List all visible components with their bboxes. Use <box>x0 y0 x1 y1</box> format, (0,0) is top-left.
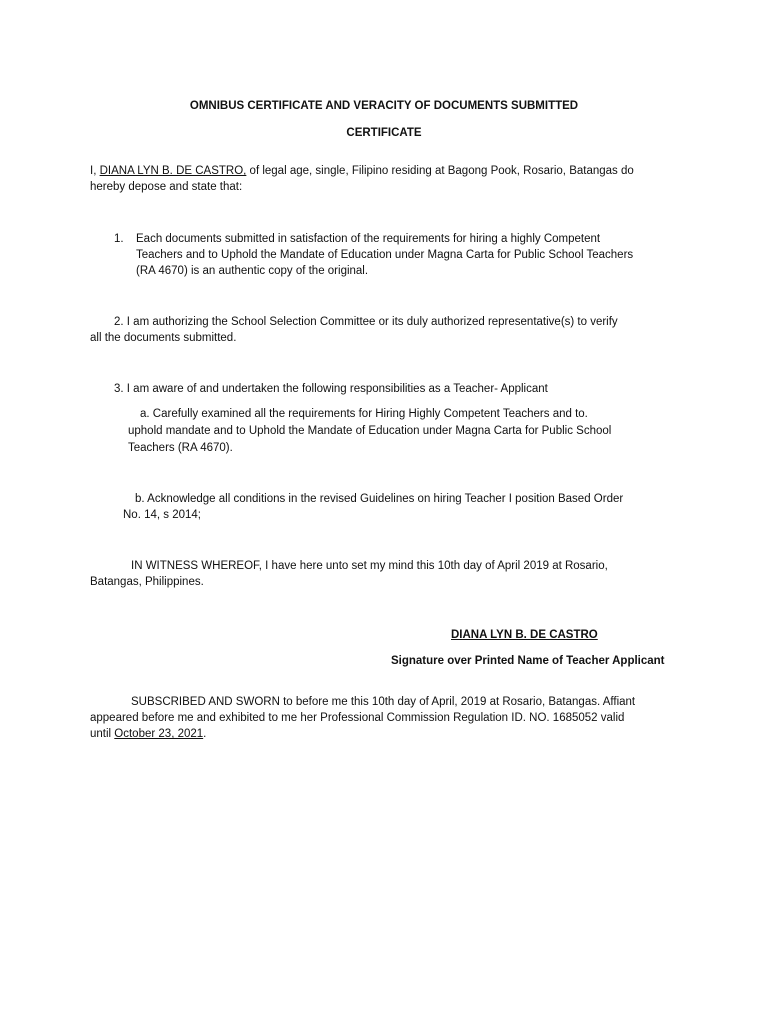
witness-line-2: Batangas, Philippines. <box>90 576 204 588</box>
witness-line-1: IN WITNESS WHEREOF, I have here unto set my mind this 10th day of April 2019 at Rosario, <box>131 560 608 572</box>
sworn-line-3 <box>90 726 206 742</box>
intro-line-2: hereby depose and state that: <box>90 181 243 193</box>
sworn-line-2: appeared before me and exhibited to me her Professional Commission Regulation ID. NO. 1685052 valid <box>90 712 625 724</box>
item3-line-1: 3. I am aware of and undertaken the following responsibilities as a Teacher- Applicant <box>114 383 548 395</box>
document-subheading: CERTIFICATE <box>346 127 422 139</box>
valid-until-date: October 23, 2021 <box>114 728 204 740</box>
item3b-line-1: b. Acknowledge all conditions in the revised Guidelines on hiring Teacher I position Based Order <box>135 493 624 505</box>
intro-prefix: I, <box>90 165 100 177</box>
signature-name-text: DIANA LYN B. DE CASTRO <box>451 629 598 641</box>
item3a-line-3: Teachers (RA 4670). <box>128 442 233 454</box>
item3a-line-2: uphold mandate and to Uphold the Mandate of Education under Magna Carta for Public School <box>128 425 612 437</box>
sworn-line-1: SUBSCRIBED AND SWORN to before me this 10th day of April, 2019 at Rosario, Batangas. Affiant <box>131 696 636 708</box>
item3b-line-2: No. 14, s 2014; <box>123 509 201 521</box>
signature-name <box>451 627 598 643</box>
affiant-name: DIANA LYN B. DE CASTRO, <box>99 165 247 177</box>
item3a-line-1: a. Carefully examined all the requirements for Hiring Highly Competent Teachers and to. <box>140 408 588 420</box>
intro-line1-rest: of legal age, single, Filipino residing at Bagong Pook, Rosario, Batangas do <box>246 165 634 177</box>
item2-line-2: all the documents submitted. <box>90 332 237 344</box>
sworn-until: until <box>90 728 115 740</box>
item1-line-1: Each documents submitted in satisfaction of the requirements for hiring a highly Competent <box>136 233 601 245</box>
document-heading: OMNIBUS CERTIFICATE AND VERACITY OF DOCUMENTS SUBMITTED <box>189 100 579 112</box>
item2-line-1: 2. I am authorizing the School Selection Committee or its duly authorized representative(s) to verify <box>114 316 618 328</box>
sworn-period: . <box>203 728 207 740</box>
item1-line-3: (RA 4670) is an authentic copy of the original. <box>136 265 369 277</box>
signature-caption: Signature over Printed Name of Teacher Applicant <box>391 655 665 667</box>
item1-line-2: Teachers and to Uphold the Mandate of Education under Magna Carta for Public School Teachers <box>136 249 634 261</box>
item1-number: 1. <box>114 233 124 245</box>
intro-line-1 <box>90 163 634 179</box>
